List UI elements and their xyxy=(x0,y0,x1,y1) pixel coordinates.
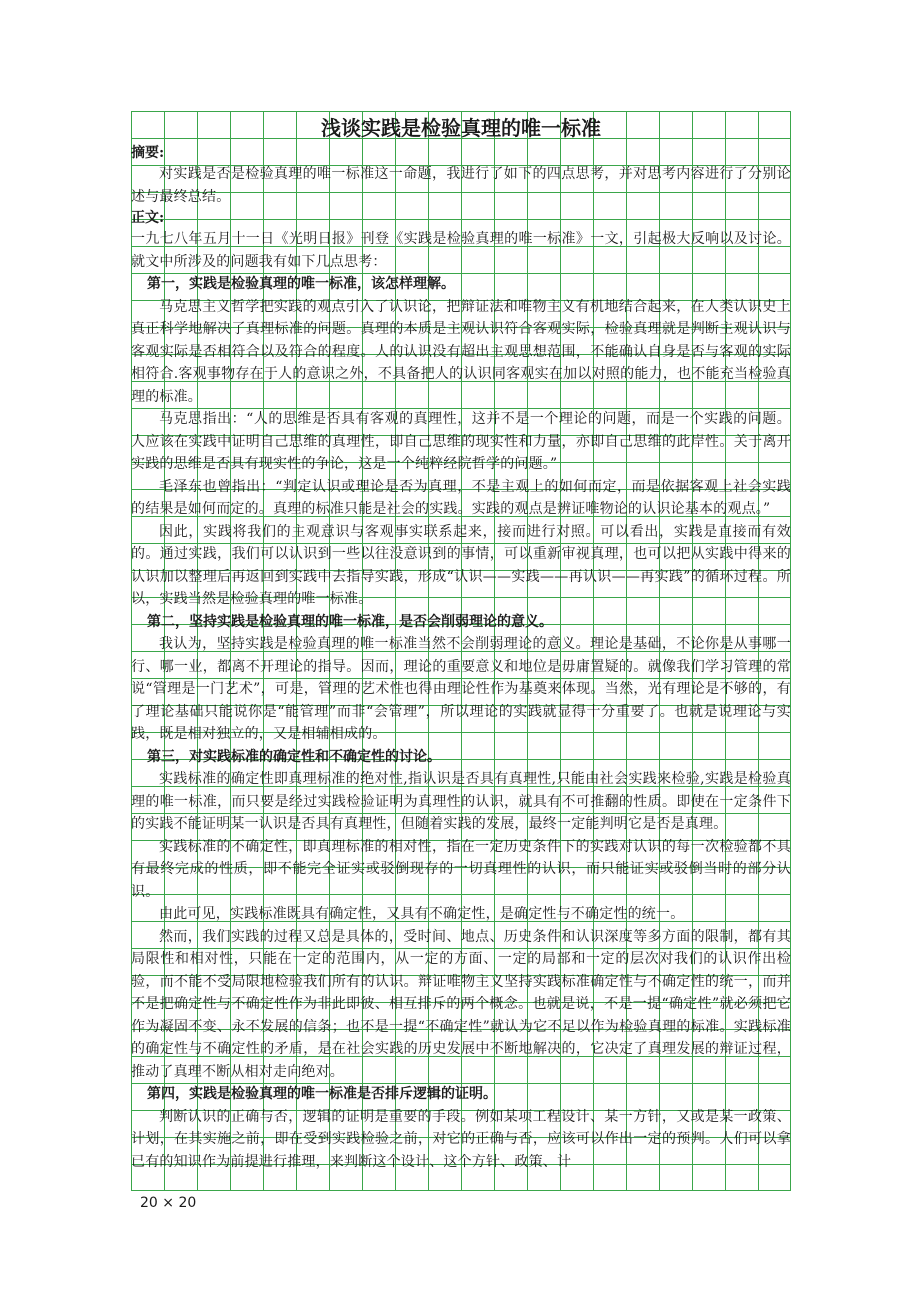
abstract-label: 摘要: xyxy=(131,145,165,161)
section-heading-3: 第三，对实践标准的确定性和不确定性的讨论。 xyxy=(147,748,441,765)
paragraph: 毛泽东也曾指出：“判定认识或理论是否为真理，不是主观上的如何而定，而是依据客观上社会实践的结果是如何而定的。真理的标准只能是社会的实践。实践的观点是辨证唯物论的认识论基本的观点。” xyxy=(131,478,791,517)
section-heading-4: 第四，实践是检验真理的唯一标准是否排斥逻辑的证明。 xyxy=(147,1086,497,1102)
section-heading-2: 第二，坚持实践是检验真理的唯一标准，是否会削弱理论的意义。 xyxy=(147,613,553,630)
paragraph: 实践标准的不确定性，即真理标准的相对性，指在一定历史条件下的实践对认识的每一次检验都不具有最终完成的性质，即不能完全证实或驳倒现存的一切真理性的认识，而只能证实或驳倒当时的部分认识。 xyxy=(131,838,791,900)
paragraph: 马克思指出：“人的思维是否具有客观的真理性，这并不是一个理论的问题，而是一个实践的问题。人应该在实践中证明自己思维的真理性，即自己思维的现实性和力量，亦即自己思维的此岸性。关于离开实践的思维是否具有现实性的争论，这是一个纯粹经院哲学的问题。” xyxy=(131,411,791,472)
body-label: 正文: xyxy=(131,210,165,226)
abstract-text: 对实践是否是检验真理的唯一标准这一命题，我进行了如下的四点思考，并对思考内容进行了分别论述与最终总结。 xyxy=(131,166,791,205)
grid-size-label: 20 × 20 xyxy=(140,1195,197,1211)
paragraph: 判断认识的正确与否，逻辑的证明是重要的手段。例如某项工程设计、某一方针，又或是某一政策、计划，在其实施之前，即在受到实践检验之前，对它的正确与否，应该可以作出一定的预判。人们可以拿已有的知识作为前提进行推理，来判断这个设计、这个方针、政策、计 xyxy=(131,1108,791,1170)
paragraph: 由此可见，实践标准既具有确定性，又具有不确定性，是确定性与不确定性的统一。 xyxy=(159,906,685,922)
paragraph: 然而，我们实践的过程又总是具体的，受时间、地点、历史条件和认识深度等多方面的限制，都有其局限性和相对性，只能在一定的范围内，从一定的方面、一定的局部和一定的层次对我们的认识作出检验，而不能不受局限地检验我们所有的认识。辩证唯物主义坚持实践标准确定性与不确定性的统一，而并不是把确定性与不确定性作为非此即彼、相互排斥的两个概念。也就是说，不是一提“确定性”就必须把它作为凝固不变、永不发展的信条；也不是一提“不确定性”就认为它不足以作为检验真理的标准。实践标准的确定性与不确定性的矛盾，是在社会实践的历史发展中不断地解决的，它决定了真理发展的辩证过程，推动了真理不断从相对走向绝对。 xyxy=(131,928,791,1080)
document-body xyxy=(131,113,791,1173)
paragraph: 因此，实践将我们的主观意识与客观事实联系起来，接而进行对照。可以看出，实践是直接而有效的。通过实践，我们可以认识到一些以往没意识到的事情，可以重新审视真理，也可以把从实践中得来的认识加以整理后再返回到实践中去指导实践，形成“认识——实践——再认识——再实践”的循环过程。所以，实践当然是检验真理的唯一标准。 xyxy=(131,523,791,607)
page-title: 浅谈实践是检验真理的唯一标准 xyxy=(321,116,601,140)
paragraph: 马克思主义哲学把实践的观点引入了认识论，把辩证法和唯物主义有机地结合起来，在人类认识史上真正科学地解决了真理标准的问题。真理的本质是主观认识符合客观实际，检验真理就是判断主观认识与客观实际是否相符合以及符合的程度。人的认识没有超出主观思想范围，不能确认自身是否与客观的实际相符合.客观事物存在于人的意识之外，不具备把人的认识同客观实在加以对照的能力，也不能充当检验真理的标准。 xyxy=(131,298,791,405)
paragraph: 我认为，坚持实践是检验真理的唯一标准当然不会削弱理论的意义。理论是基础，不论你是从事哪一行、哪一业，都离不开理论的指导。因而，理论的重要意义和地位是毋庸置疑的。就像我们学习管理的常说“管理是一门艺术”，可是，管理的艺术性也得由理论性作为基奠来体现。当然，光有理论是不够的，有了理论基础只能说你是“能管理”而非“会管理”，所以理论的实践就显得十分重要了。也就是说理论与实践，既是相对独立的，又是相辅相成的。 xyxy=(131,636,791,742)
paragraph: 实践标准的确定性即真理标准的绝对性,指认识是否具有真理性,只能由社会实践来检验,实践是检验真理的唯一标准，而只要是经过实践检验证明为真理性的认识，就具有不可推翻的性质。即使在一定条件下的实践不能证明某一认识是否具有真理性，但随着实践的发展，最终一定能判明它是否是真理。 xyxy=(131,771,791,832)
section-heading-1: 第一，实践是检验真理的唯一标准，该怎样理解。 xyxy=(147,276,455,292)
intro-paragraph: 一九七八年五月十一日《光明日报》刊登《实践是检验真理的唯一标准》一文，引起极大反响以及讨论。就文中所涉及的问题我有如下几点思考： xyxy=(131,231,791,270)
